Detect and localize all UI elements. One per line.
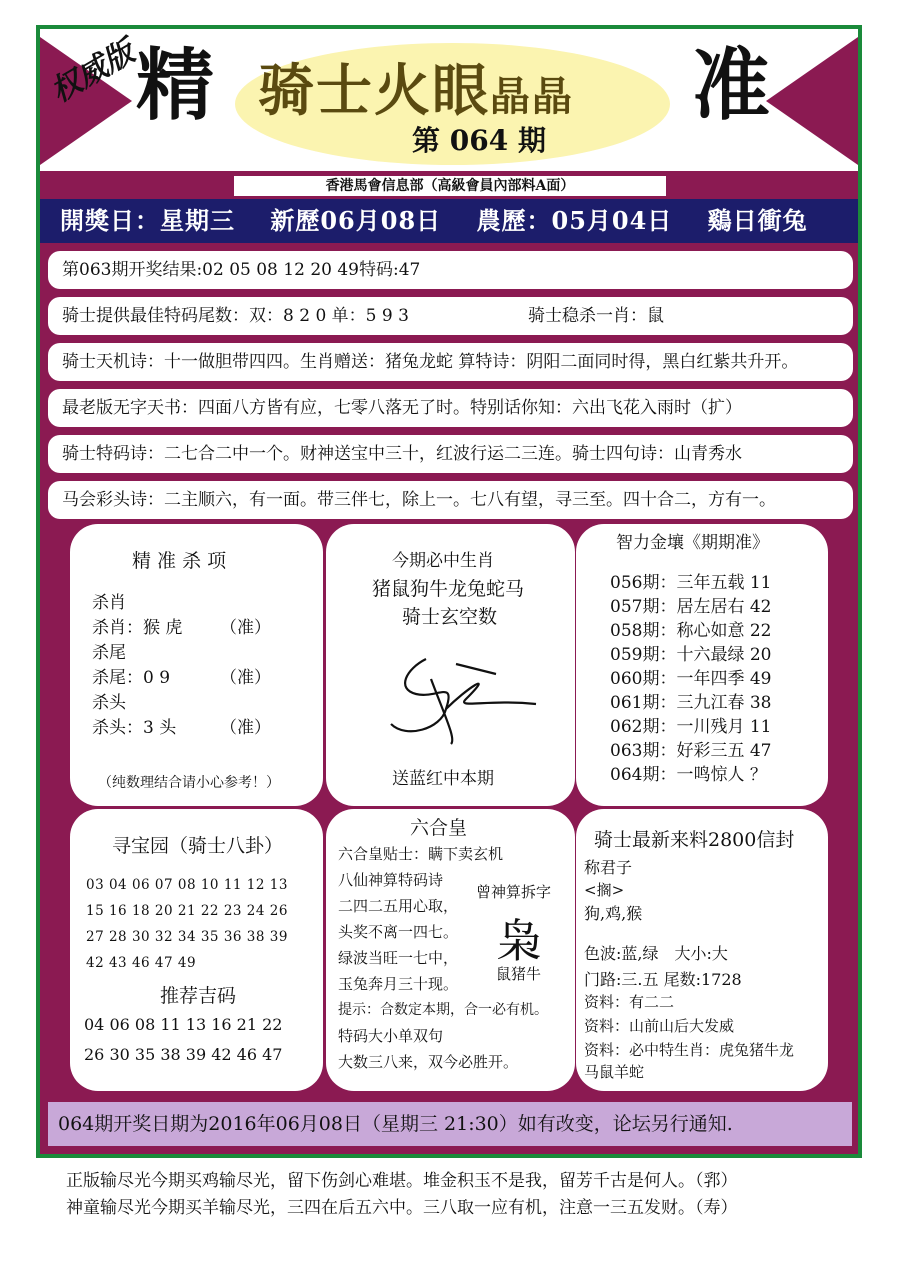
kill-line: 杀尾：0 9: [92, 668, 171, 688]
kill-line: 杀头：3 头: [92, 718, 177, 738]
treasure-nums: 42 43 46 47 49: [86, 955, 197, 971]
draw-day: 開獎日：星期三: [60, 206, 235, 235]
latest-line: 马鼠羊蛇: [584, 1063, 645, 1081]
liuhe-box: [326, 809, 575, 1091]
brand-suffix: 晶晶: [490, 73, 574, 120]
issue-number: 第 064 期: [412, 124, 546, 157]
recommend-title: 推荐吉码: [160, 985, 237, 1007]
tail-row: [48, 297, 853, 335]
solar-date: 新歷06月08日: [270, 206, 442, 235]
recommend-nums: 04 06 08 11 13 16 21 22: [84, 1015, 283, 1034]
latest-line: 资料：必中特生肖：虎兔猪牛龙: [584, 1041, 795, 1059]
latest-line: 资料：有二二: [584, 993, 675, 1011]
poem-row-1: 骑士天机诗：十一做胆带四四。生肖赠送：猪兔龙蛇 算特诗：阴阳二面同时得，黑白红紫共升开。: [48, 343, 853, 381]
liuhe-line: 六合皇贴士：瞒下卖玄机: [338, 845, 504, 863]
header: [40, 29, 858, 194]
footer-line: 神童输尽光今期买羊输尽光，三四在后五六中。三八取一应有机，注意一三五发财。（寿）: [66, 1198, 738, 1218]
latest-line: 门路:三.五 尾数:1728: [584, 970, 742, 989]
liuhe-line: 玉兔奔月三十现。: [338, 975, 459, 993]
must-box: [326, 524, 575, 806]
right-triangle: [766, 37, 858, 165]
footer-line: 正版输尽光今期买鸡输尽光，留下伤剑心难堪。堆金积玉不是我，留芳千古是何人。（郛）: [66, 1171, 738, 1191]
liuhe-side-sub: 鼠猪牛: [496, 965, 542, 983]
kill-line: 杀尾: [92, 643, 126, 663]
kill-line: 杀肖：猴 虎: [92, 618, 183, 638]
wisdom-item: 057期：居左居右 42: [610, 597, 772, 617]
latest-line: 狗,鸡,猴: [584, 904, 643, 923]
wisdom-item: 056期：三年五载 11: [610, 573, 772, 593]
brand-title: [258, 58, 574, 124]
kill-one-zodiac: 骑士稳杀一肖：鼠: [528, 306, 664, 326]
liuhe-line: 提示：合数定本期，合一必有机。: [338, 1002, 548, 1018]
must-title: 今期必中生肖: [392, 551, 494, 571]
liuhe-title: 六合皇: [410, 817, 468, 839]
latest-line: 称君子: [584, 858, 633, 877]
liuhe-big-char: 枭: [496, 914, 542, 968]
treasure-nums: 03 04 06 07 08 10 11 12 13: [86, 877, 288, 893]
treasure-box: [70, 809, 323, 1091]
treasure-nums: 15 16 18 20 21 22 23 24 26: [86, 903, 288, 919]
liuhe-line: 二四二五用心取，: [338, 897, 459, 915]
tail-text: 骑士提供最佳特码尾数：双：8 2 0 单：5 9 3: [62, 306, 409, 326]
latest-line: 资料：山前山后大发威: [584, 1017, 735, 1035]
treasure-nums: 27 28 30 32 34 35 36 38 39: [86, 929, 288, 945]
date-bar: [40, 199, 858, 243]
liuhe-side-title: 曾神算拆字: [476, 883, 552, 901]
big-char-right: 准: [692, 40, 771, 131]
liuhe-line: 头奖不离一四七。: [338, 923, 459, 941]
kill-mark: （准）: [220, 668, 271, 688]
signature-image: [386, 649, 546, 749]
must-bottom: 送蓝红中本期: [392, 769, 494, 789]
subtitle: 香港馬會信息部（高級會員內部料A面）: [234, 176, 666, 196]
poem-row-3: 骑士特码诗：二七合二中一个。财神送宝中三十，红波行运二三连。骑士四句诗：山青秀水: [48, 435, 853, 473]
poem-row-4: 马会彩头诗：二主顺六，有一面。带三伴七，除上一。七八有望，寻三至。四十合二，方有一。: [48, 481, 853, 519]
authority-stamp: 权威版: [45, 34, 141, 110]
liuhe-line: 绿波当旺一七中，: [338, 949, 459, 967]
kill-box: [70, 524, 323, 806]
poster-frame: [36, 25, 862, 1158]
liuhe-line: 八仙神算特码诗: [338, 871, 444, 889]
wisdom-item: 062期：一川残月 11: [610, 717, 772, 737]
must-zodiacs: 猪鼠狗牛龙兔蛇马: [372, 578, 525, 600]
poem-row-2: 最老版无字天书：四面八方皆有应，七零八落无了时。特别话你知：六出飞花入雨时（扩）: [48, 389, 853, 427]
treasure-title: 寻宝园（骑士八卦）: [112, 835, 284, 857]
wisdom-item: 064期：一鸣惊人 ？: [610, 765, 767, 785]
draw-notice: 064期开奖日期为2016年06月08日（星期三 21:30）如有改变，论坛另行通知.: [48, 1102, 852, 1146]
kill-note: （纯数理结合请小心参考！）: [98, 775, 280, 791]
kill-line: 杀肖: [92, 593, 126, 613]
latest-box: [576, 809, 828, 1091]
kill-title: 精 准 杀 项: [132, 550, 227, 572]
wisdom-item: 058期：称心如意 22: [610, 621, 772, 641]
kill-line: 杀头: [92, 693, 126, 713]
wisdom-item: 063期：好彩三五 47: [610, 741, 772, 761]
must-line2: 骑士玄空数: [402, 606, 498, 628]
kill-mark: （准）: [220, 718, 271, 738]
wisdom-box: [576, 524, 828, 806]
big-char-left: 精: [136, 40, 215, 131]
kill-mark: （准）: [220, 618, 271, 638]
wisdom-item: 059期：十六最绿 20: [610, 645, 772, 665]
lunar-date: 農歷：05月04日: [476, 206, 673, 235]
liuhe-line: 特码大小单双句: [338, 1027, 444, 1045]
liuhe-line: 大数三八来，双今必胜开。: [338, 1053, 519, 1071]
wisdom-title: 智力金壤《期期准》: [616, 533, 769, 553]
latest-line: <搁>: [584, 881, 625, 899]
recommend-nums: 26 30 35 38 39 42 46 47: [84, 1045, 283, 1064]
wisdom-item: 060期：一年四季 49: [610, 669, 772, 689]
result-row: 第063期开奖结果:02 05 08 12 20 49特码:47: [48, 251, 853, 289]
clash-text: 鷄日衝兔: [707, 206, 808, 235]
latest-title: 骑士最新来料2800信封: [594, 829, 795, 851]
brand-name: 骑士火眼: [258, 58, 490, 124]
wisdom-item: 061期：三九江春 38: [610, 693, 772, 713]
latest-line: 色波:蓝,绿 大小:大: [584, 944, 728, 963]
